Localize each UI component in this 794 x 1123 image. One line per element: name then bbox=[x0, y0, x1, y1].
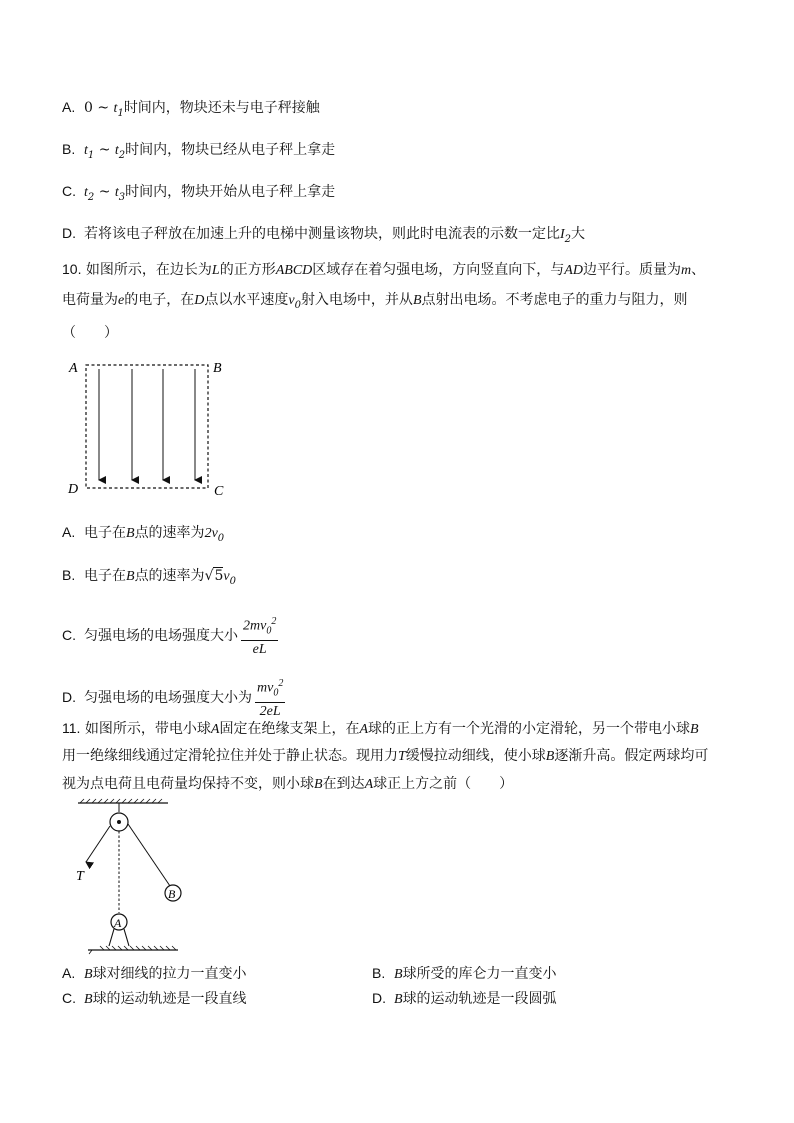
fraction bbox=[255, 676, 285, 720]
math-var: t bbox=[114, 185, 119, 200]
stem-text: 点射出电场。不考虑电子的重力与阻力，则 bbox=[421, 292, 688, 308]
subscript: 2 bbox=[118, 149, 126, 161]
q9-option-a bbox=[62, 97, 320, 124]
math-var: T bbox=[398, 749, 406, 764]
stem-text: 、 bbox=[691, 262, 706, 278]
math-var: A bbox=[210, 722, 220, 737]
field-square bbox=[86, 365, 208, 488]
stem-text: 区域存在着匀强电场，方向竖直向下，与 bbox=[312, 262, 565, 278]
subscript: 1 bbox=[87, 149, 95, 161]
vertex-label-a: A bbox=[69, 361, 78, 376]
option-label: B. bbox=[372, 965, 386, 981]
math-var: t bbox=[114, 143, 119, 158]
vertex-label-d: D bbox=[68, 482, 79, 497]
math-var: B bbox=[126, 526, 135, 541]
vertex-label-b: B bbox=[213, 361, 222, 376]
math-var: v bbox=[223, 569, 230, 584]
stem-text: 电荷量为 bbox=[62, 292, 118, 308]
q10-answer-bracket bbox=[62, 323, 118, 343]
subscript: 0 bbox=[217, 532, 225, 544]
stem-text: 如图所示，在边长为 bbox=[85, 262, 212, 278]
math-var: B bbox=[394, 992, 403, 1007]
stem-text: 射入电场中，并从 bbox=[300, 292, 413, 308]
string-to-b bbox=[128, 824, 170, 886]
math-var: m bbox=[680, 263, 692, 278]
stem-text: 缓慢拉动细线，使小球 bbox=[405, 748, 546, 764]
superscript: 2 bbox=[271, 616, 277, 627]
string-pull bbox=[86, 826, 110, 862]
fraction-numerator bbox=[241, 614, 278, 641]
q10-option-c bbox=[62, 614, 281, 658]
stem-text: 在到达 bbox=[322, 776, 365, 792]
stem-text: 的正方形 bbox=[219, 262, 276, 278]
q11-stem-line2 bbox=[62, 746, 708, 767]
q9-option-d bbox=[62, 223, 585, 250]
option-text: 时间内，物块开始从电子秤上拿走 bbox=[125, 184, 336, 200]
subscript: 0 bbox=[294, 299, 301, 311]
subscript: 0 bbox=[266, 625, 272, 637]
option-text: 电子在 bbox=[84, 568, 126, 584]
q10-option-a bbox=[62, 522, 224, 549]
option-text: 电子在 bbox=[84, 525, 126, 541]
sqrt-symbol: √ bbox=[204, 568, 214, 584]
q10-field-diagram bbox=[62, 355, 242, 500]
option-text: 大 bbox=[571, 226, 586, 242]
math-var: B bbox=[84, 992, 93, 1007]
option-label: D. bbox=[62, 689, 76, 706]
math-var: B bbox=[314, 777, 323, 792]
math-var: t bbox=[84, 143, 88, 158]
math-var: t bbox=[113, 101, 118, 116]
math-var: L bbox=[211, 263, 220, 278]
option-text: ~ bbox=[94, 184, 115, 200]
math-var: 2mv bbox=[243, 618, 267, 634]
q10-stem-line2 bbox=[62, 290, 688, 316]
q10-option-d bbox=[62, 676, 288, 720]
vertex-label-c: C bbox=[214, 484, 224, 499]
q9-option-b bbox=[62, 139, 335, 166]
math-var: v bbox=[288, 293, 295, 308]
stem-text: 如图所示，带电小球 bbox=[84, 721, 211, 737]
q10-stem-line1 bbox=[62, 259, 705, 281]
option-text: 点的速率为 bbox=[134, 568, 205, 584]
fraction-denominator: eL bbox=[252, 642, 267, 658]
option-text: 时间内，物块还未与电子秤接触 bbox=[123, 100, 320, 116]
option-label: C. bbox=[62, 990, 76, 1006]
option-label: B. bbox=[62, 141, 76, 157]
math-var: ABCD bbox=[275, 263, 313, 278]
math-var: A bbox=[359, 722, 369, 737]
fraction bbox=[241, 614, 278, 658]
option-label: A. bbox=[62, 99, 76, 115]
ball-a-label: A bbox=[114, 916, 122, 930]
ball-b-label: B bbox=[168, 887, 176, 901]
math-var: D bbox=[194, 293, 205, 308]
option-label: D. bbox=[62, 225, 76, 241]
math-var: I bbox=[560, 227, 565, 242]
subscript: 2 bbox=[564, 233, 572, 245]
option-label: C. bbox=[62, 627, 76, 644]
math-var: mv bbox=[257, 680, 274, 696]
q11-stem-line1 bbox=[62, 718, 699, 740]
option-text: 球所受的库仑力一直变小 bbox=[402, 966, 557, 982]
subscript: 0 bbox=[273, 687, 279, 699]
subscript: 2 bbox=[87, 191, 95, 203]
subscript: 0 bbox=[229, 575, 236, 587]
stem-text: 视为点电荷且电荷量均保持不变，则小球 bbox=[62, 776, 314, 792]
math-var: B bbox=[394, 967, 403, 982]
math-var: B bbox=[84, 967, 93, 982]
stem-text: 固定在绝缘支架上，在 bbox=[219, 721, 360, 737]
question-number: 10. bbox=[62, 261, 82, 277]
math-var: 2v bbox=[204, 526, 218, 541]
q10-option-b bbox=[62, 565, 236, 592]
option-text: 球的运动轨迹是一段直线 bbox=[92, 991, 247, 1007]
option-label: D. bbox=[372, 990, 386, 1006]
answer-bracket: （ ） bbox=[62, 325, 118, 341]
stem-text: 用一绝缘细线通过定滑轮拉住并处于静止状态。现用力 bbox=[62, 748, 398, 764]
sqrt-radicand: 5 bbox=[214, 568, 224, 584]
fraction-numerator bbox=[255, 676, 285, 703]
math-var: B bbox=[690, 722, 699, 737]
math-var: t bbox=[84, 185, 88, 200]
q11-pulley-diagram bbox=[70, 798, 190, 960]
ball-a-stand bbox=[109, 929, 129, 946]
superscript: 2 bbox=[278, 678, 284, 689]
option-label: C. bbox=[62, 183, 76, 199]
option-text: 球对细线的拉力一直变小 bbox=[92, 966, 247, 982]
option-text: 若将该电子秤放在加速上升的电梯中测量该物块，则此时电流表的示数一定比 bbox=[84, 226, 560, 242]
q11-option-a bbox=[62, 963, 247, 985]
stem-text: 逐渐升高。假定两球均可 bbox=[554, 748, 709, 764]
stem-text: 点以水平速度 bbox=[204, 292, 289, 308]
math-var: e bbox=[118, 293, 125, 308]
option-label: A. bbox=[62, 965, 76, 981]
option-text: 匀强电场的电场强度大小 bbox=[84, 628, 238, 645]
stem-text: 边平行。质量为 bbox=[582, 262, 681, 278]
q11-stem-line3 bbox=[62, 774, 513, 795]
option-text: 球的运动轨迹是一段圆弧 bbox=[402, 991, 557, 1007]
q9-option-c bbox=[62, 181, 335, 208]
option-label: B. bbox=[62, 567, 76, 583]
math-var: B bbox=[126, 569, 135, 584]
option-text: 时间内，物块已经从电子秤上拿走 bbox=[125, 142, 336, 158]
question-number: 11. bbox=[62, 720, 81, 736]
q11-option-b bbox=[372, 963, 557, 985]
fraction-denominator: 2eL bbox=[259, 704, 281, 720]
force-label-t: T bbox=[76, 869, 84, 884]
q11-option-c bbox=[62, 988, 247, 1010]
option-label: A. bbox=[62, 524, 76, 540]
stem-text: 的电子，在 bbox=[124, 292, 195, 308]
math-var: A bbox=[364, 777, 374, 792]
stem-text: 球正上方之前（ ） bbox=[373, 776, 514, 792]
subscript: 3 bbox=[118, 191, 126, 203]
math-var: B bbox=[545, 749, 555, 764]
math-var: B bbox=[412, 293, 422, 308]
subscript: 1 bbox=[117, 107, 124, 119]
option-text: ~ bbox=[94, 142, 115, 158]
option-text: 匀强电场的电场强度大小为 bbox=[84, 690, 252, 707]
option-text: 0 ~ bbox=[84, 100, 114, 116]
pulley-axle bbox=[117, 820, 121, 824]
stem-text: 球的正上方有一个光滑的小定滑轮，另一个带电小球 bbox=[368, 721, 691, 737]
option-text: 点的速率为 bbox=[134, 525, 205, 541]
math-var: AD bbox=[564, 263, 583, 278]
q11-option-d bbox=[372, 988, 557, 1010]
